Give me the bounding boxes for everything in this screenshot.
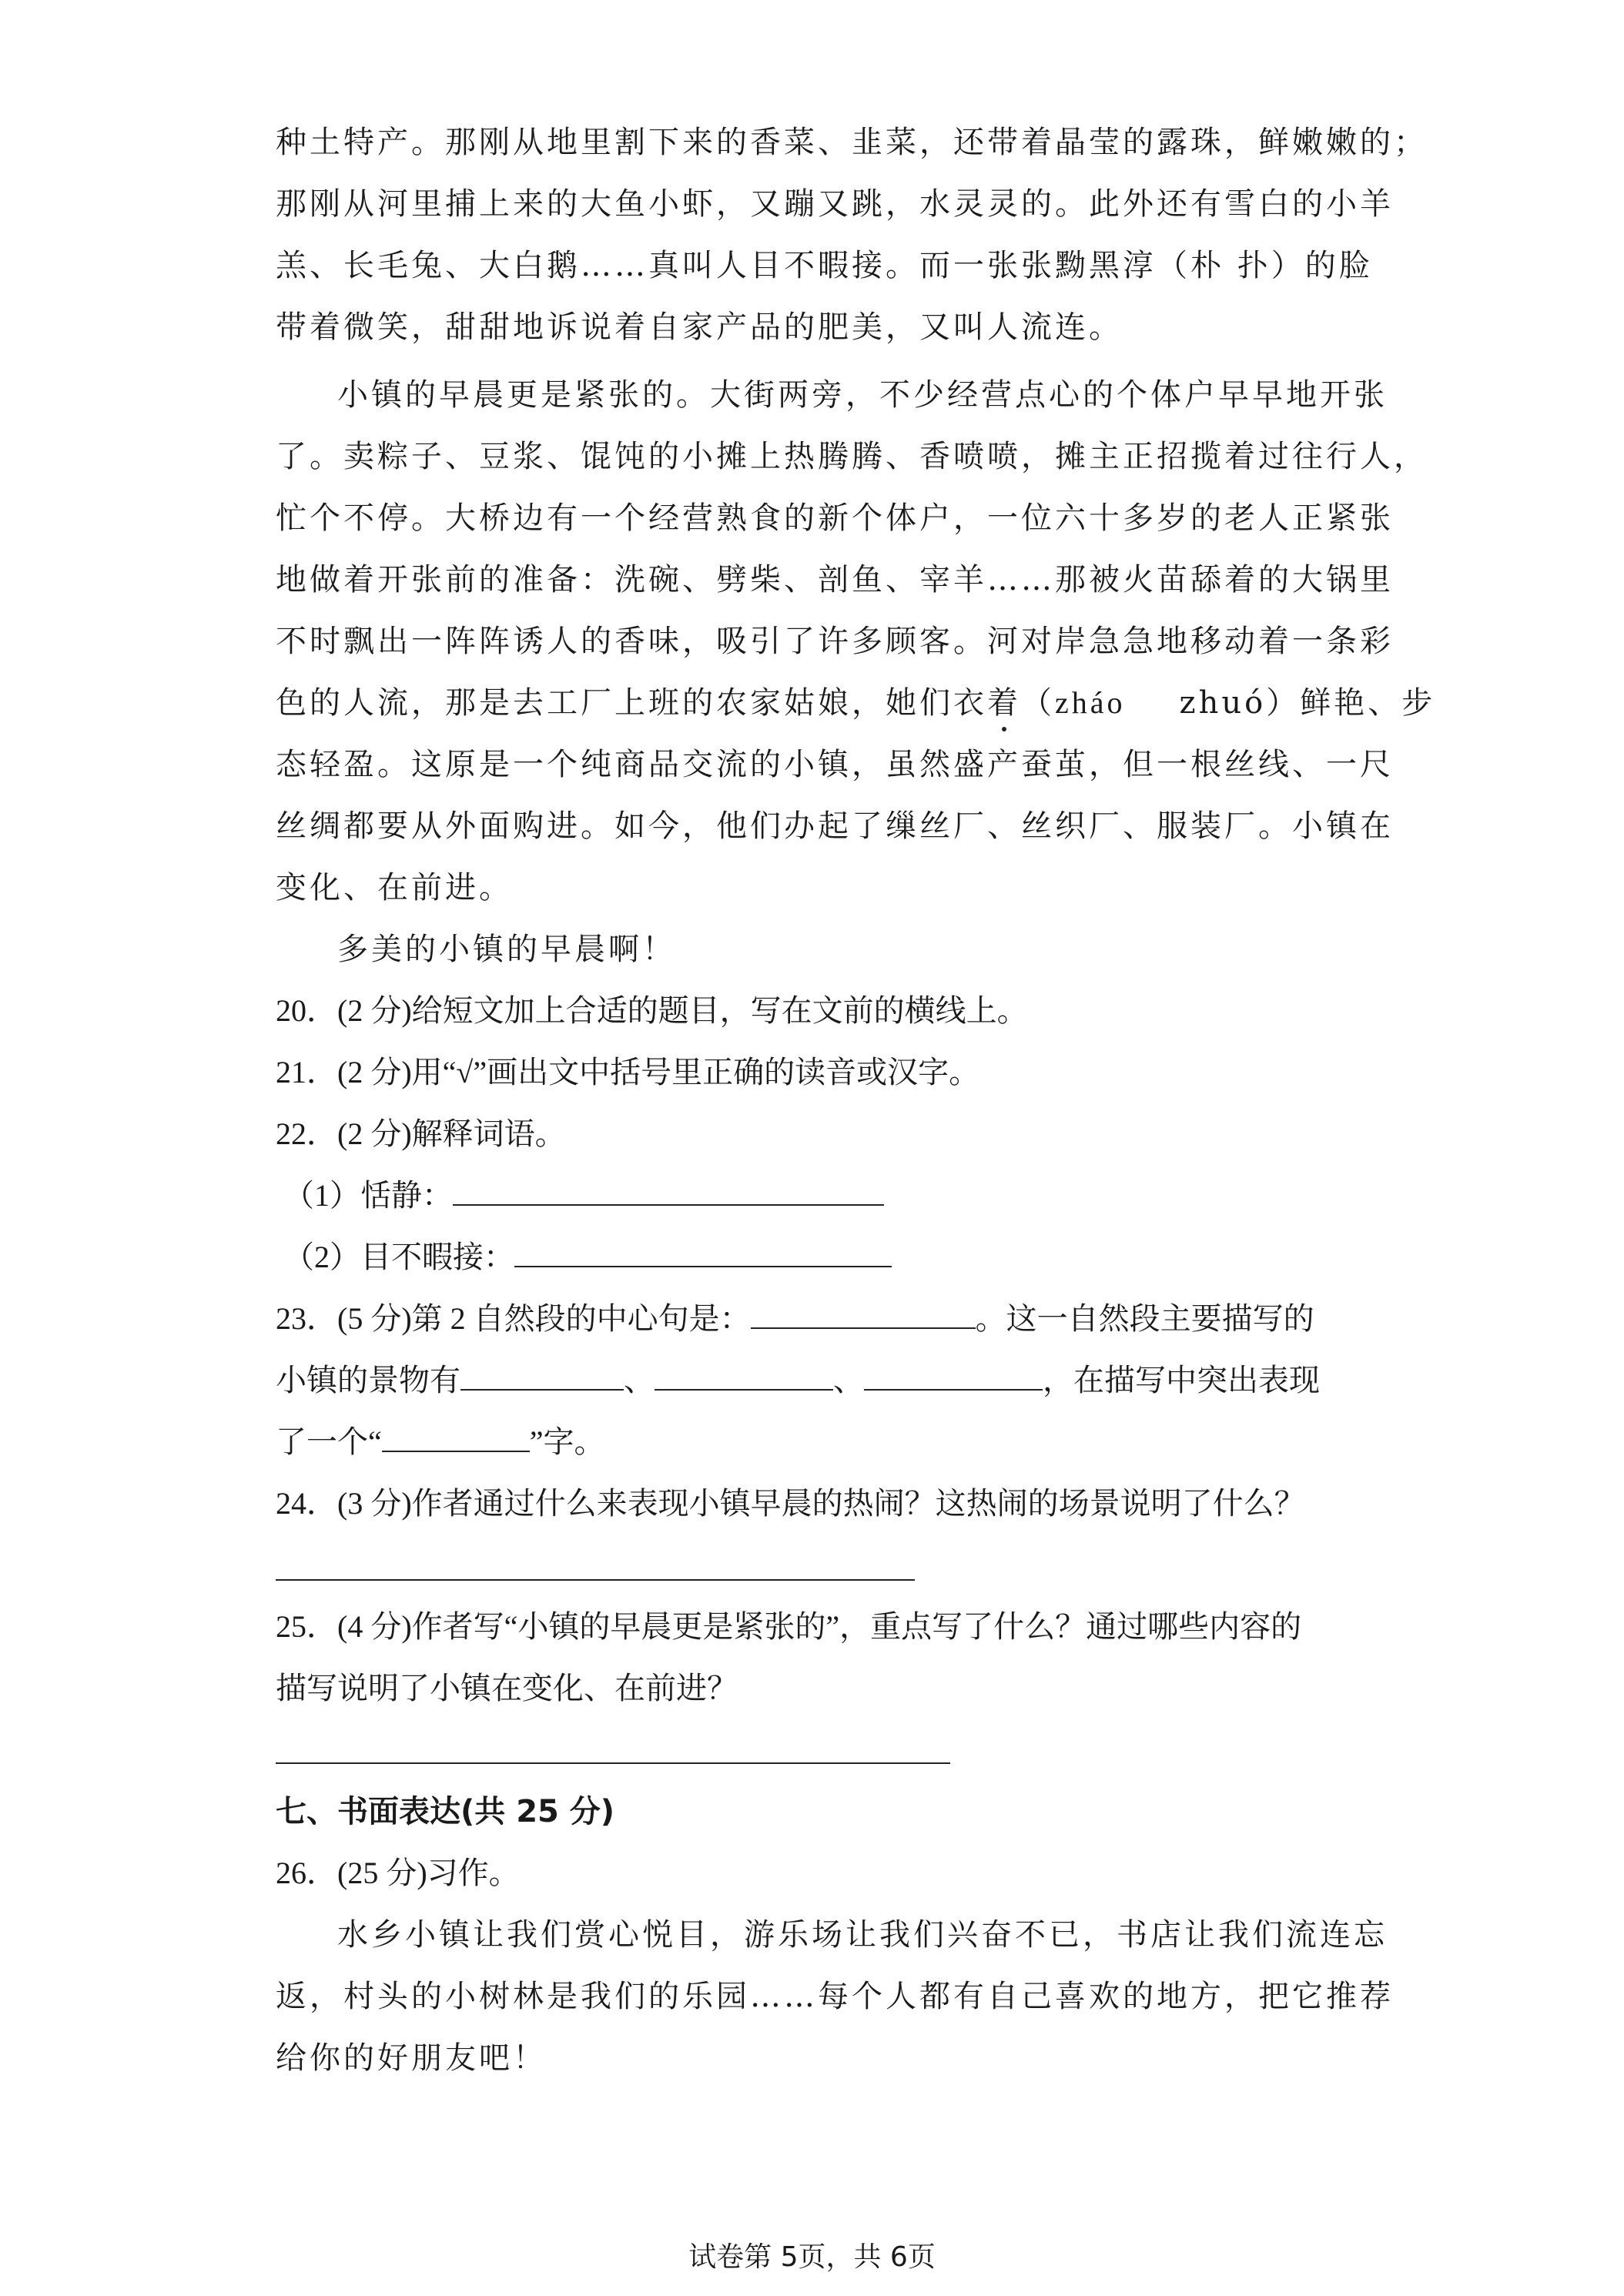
passage-line: 那刚从河里捕上来的大鱼小虾，又蹦又跳，水灵灵的。此外还有雪白的小羊: [276, 186, 1394, 222]
question-23-text: ，在描写中突出表现: [1043, 1363, 1320, 1397]
question-20: 20．(2 分)给短文加上合适的题目，写在文前的横线上。: [276, 993, 1028, 1028]
answer-line[interactable]: [276, 1579, 915, 1581]
passage-line: 带着微笑，甜甜地诉说着自家产品的肥美，又叫人流连。: [276, 310, 1123, 345]
question-22-2: [283, 1242, 1377, 1273]
question-22: 22．(2 分)解释词语。: [276, 1116, 566, 1151]
answer-blank[interactable]: [751, 1323, 976, 1329]
question-23-text: 。这一自然段主要描写的: [975, 1301, 1314, 1336]
question-23-text: 小镇的景物有: [276, 1363, 460, 1397]
question-22-1-label: （1）恬静：: [283, 1178, 453, 1213]
question-24: 24．(3 分)作者通过什么来表现小镇早晨的热闹？这热闹的场景说明了什么？: [276, 1486, 1305, 1521]
question-23-line3: [276, 1424, 1369, 1459]
passage-line: 了。卖粽子、豆浆、馄饨的小摊上热腾腾、香喷喷，摊主正招揽着过往行人，: [276, 439, 1428, 474]
writing-prompt-line: 给你的好朋友吧！: [276, 2040, 547, 2076]
question-23-sep: 、: [624, 1363, 655, 1397]
question-22-2-label: （2）目不暇接：: [283, 1240, 514, 1274]
section-title: 七、书面表达(共 25 分): [276, 1794, 615, 1829]
answer-blank[interactable]: [460, 1384, 624, 1391]
answer-blank[interactable]: [382, 1446, 530, 1452]
question-26: 26．(25 分)习作。: [276, 1856, 520, 1890]
answer-blank[interactable]: [453, 1200, 884, 1206]
question-23-text: 23．(5 分)第 2 自然段的中心句是：: [276, 1301, 751, 1336]
answer-blank[interactable]: [864, 1384, 1043, 1391]
question-23-text: ”字。: [529, 1424, 605, 1459]
question-21: 21．(2 分)用“√”画出文中括号里正确的读音或汉字。: [276, 1055, 980, 1089]
writing-prompt-line: 返，村头的小树林是我们的乐园……每个人都有自己喜欢的地方，把它推荐: [276, 1979, 1394, 2014]
question-25-line1: 25．(4 分)作者写“小镇的早晨更是紧张的”，重点写了什么？通过哪些内容的: [276, 1609, 1302, 1644]
passage-line: 地做着开张前的准备：洗碗、劈柴、剖鱼、宰羊……那被火苗舔着的大锅里: [276, 562, 1394, 597]
question-22-1: [283, 1180, 1377, 1211]
passage-text: 色的人流，那是去工厂上班的农家姑娘，她们衣: [276, 685, 987, 721]
passage-line-with-pinyin: [276, 685, 1436, 721]
question-23-line2: [276, 1365, 1369, 1396]
question-23-text: 了一个“: [276, 1424, 382, 1459]
passage-line: 不时飘出一阵阵诱人的香味，吸引了许多顾客。河对岸急急地移动着一条彩: [276, 624, 1394, 659]
answer-blank[interactable]: [514, 1261, 892, 1267]
passage-line: 态轻盈。这原是一个纯商品交流的小镇，虽然盛产蚕茧，但一根丝线、一尺: [276, 747, 1394, 782]
passage-line: 变化、在前进。: [276, 870, 513, 905]
answer-blank[interactable]: [655, 1384, 833, 1391]
dotted-char: 着: [987, 685, 1021, 721]
pinyin-option-2: zhuó）鲜艳、步: [1179, 685, 1436, 721]
passage-line: 多美的小镇的早晨啊！: [337, 932, 676, 967]
passage-line: 忙个不停。大桥边有一个经营熟食的新个体户，一位六十多岁的老人正紧张: [276, 500, 1394, 536]
page-footer: 试卷第 5页，共 6页: [688, 2241, 936, 2273]
question-25-line2: 描写说明了小镇在变化、在前进？: [276, 1671, 738, 1705]
answer-line[interactable]: [276, 1762, 950, 1764]
passage-line: 小镇的早晨更是紧张的。大街两旁，不少经营点心的个体户早早地开张: [337, 377, 1388, 413]
passage-line: 丝绸都要从外面购进。如今，他们办起了缫丝厂、丝织厂、服装厂。小镇在: [276, 808, 1394, 844]
passage-line: 羔、长毛兔、大白鹅……真叫人目不暇接。而一张张黝黑淳（朴 扑）的脸: [276, 248, 1373, 283]
question-23-sep: 、: [833, 1363, 864, 1397]
passage-line: 种土特产。那刚从地里割下来的香菜、韭菜，还带着晶莹的露珠，鲜嫩嫩的；: [276, 125, 1428, 160]
writing-prompt-line: 水乡小镇让我们赏心悦目，游乐场让我们兴奋不已，书店让我们流连忘: [337, 1917, 1388, 1953]
question-23-line1: [276, 1301, 1369, 1336]
pinyin-option-1: （zháo: [1021, 685, 1126, 720]
